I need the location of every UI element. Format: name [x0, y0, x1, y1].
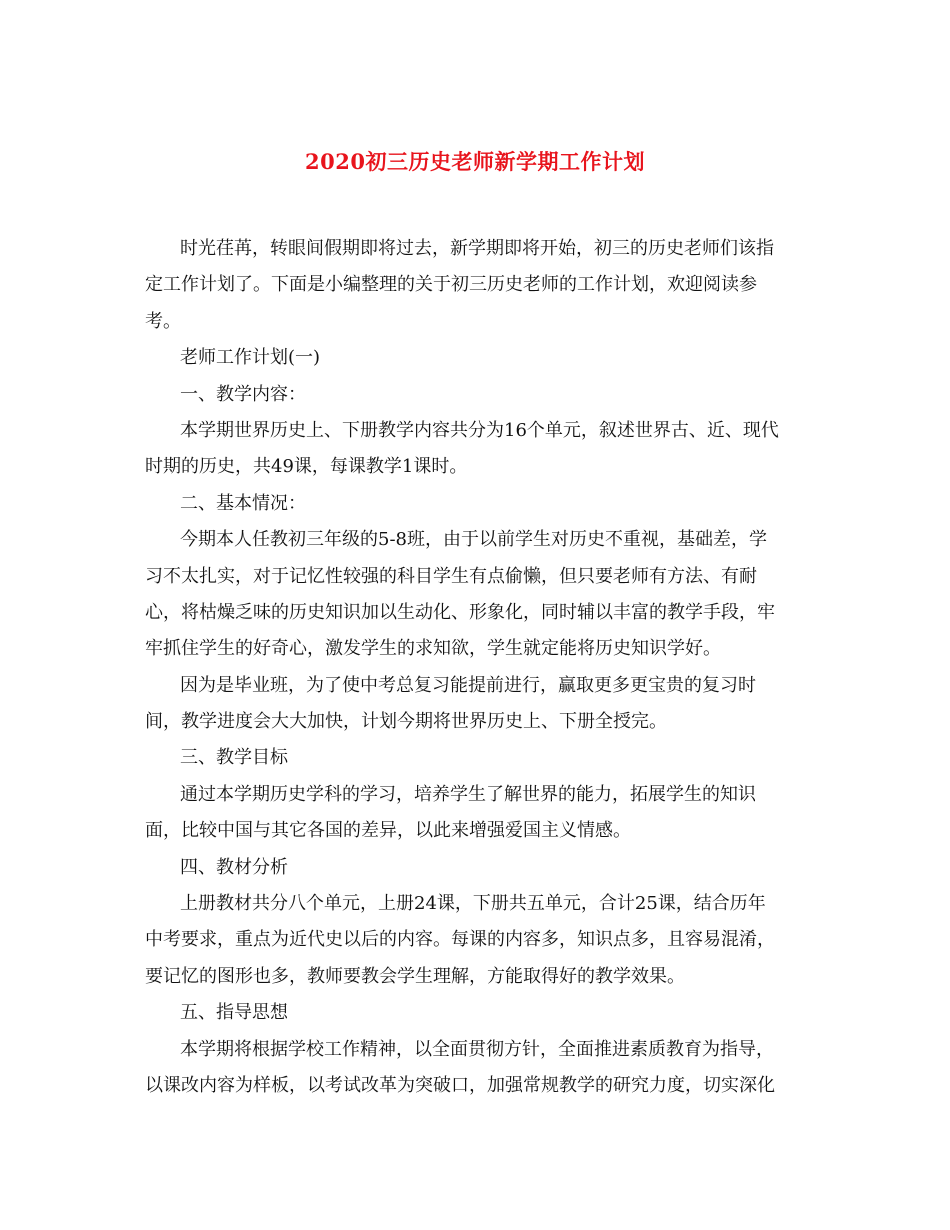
text-line: 要记忆的图形也多，教师要教会学生理解，方能取得好的教学效果。 — [145, 965, 685, 987]
document-body — [145, 231, 815, 1104]
text-line: 一、教学内容： — [180, 383, 306, 405]
text-line: 以课改内容为样板，以考试改革为突破口，加强常规教学的研究力度，切实深化 — [145, 1074, 775, 1096]
text-line: 间，教学进度会大大加快，计划今期将世界历史上、下册全授完。 — [145, 711, 667, 733]
text-line: 定工作计划了。下面是小编整理的关于初三历史老师的工作计划，欢迎阅读参 — [145, 274, 757, 296]
text-line: 本学期世界历史上、下册教学内容共分为16个单元，叙述世界古、近、现代 — [180, 419, 779, 441]
text-line: 二、基本情况： — [180, 492, 306, 514]
text-line: 牢抓住学生的好奇心，激发学生的求知欲，学生就定能将历史知识学好。 — [145, 638, 721, 660]
text-line: 面，比较中国与其它各国的差异，以此来增强爱国主义情感。 — [145, 820, 631, 842]
text-line: 本学期将根据学校工作精神，以全面贯彻方针，全面推进素质教育为指导， — [180, 1038, 774, 1060]
text-line: 三、教学目标 — [180, 747, 288, 769]
text-line: 上册教材共分八个单元，上册24课，下册共五单元，合计25课，结合历年 — [180, 893, 766, 915]
text-line: 因为是毕业班，为了使中考总复习能提前进行，赢取更多更宝贵的复习时 — [180, 674, 756, 696]
text-line: 四、教材分析 — [180, 856, 288, 878]
text-line: 时光荏苒，转眼间假期即将过去，新学期即将开始，初三的历史老师们该指 — [180, 238, 774, 259]
text-line: 今期本人任教初三年级的5-8班，由于以前学生对历史不重视，基础差，学 — [180, 529, 767, 551]
text-line: 五、指导思想 — [180, 1002, 288, 1024]
text-line: 老师工作计划(一) — [180, 347, 321, 369]
text-line: 心，将枯燥乏味的历史知识加以生动化、形象化，同时辅以丰富的教学手段，牢 — [145, 601, 775, 623]
document-title: 2020初三历史老师新学期工作计划 — [305, 149, 645, 174]
text-line: 通过本学期历史学科的学习，培养学生了解世界的能力，拓展学生的知识 — [180, 783, 756, 805]
text-line: 习不太扎实，对于记忆性较强的科目学生有点偷懒，但只要老师有方法、有耐 — [145, 565, 757, 587]
text-line: 时期的历史，共49课，每课教学1课时。 — [145, 456, 468, 478]
text-line: 中考要求，重点为近代史以后的内容。每课的内容多，知识点多，且容易混淆， — [145, 929, 775, 951]
text-line: 考。 — [145, 310, 181, 332]
